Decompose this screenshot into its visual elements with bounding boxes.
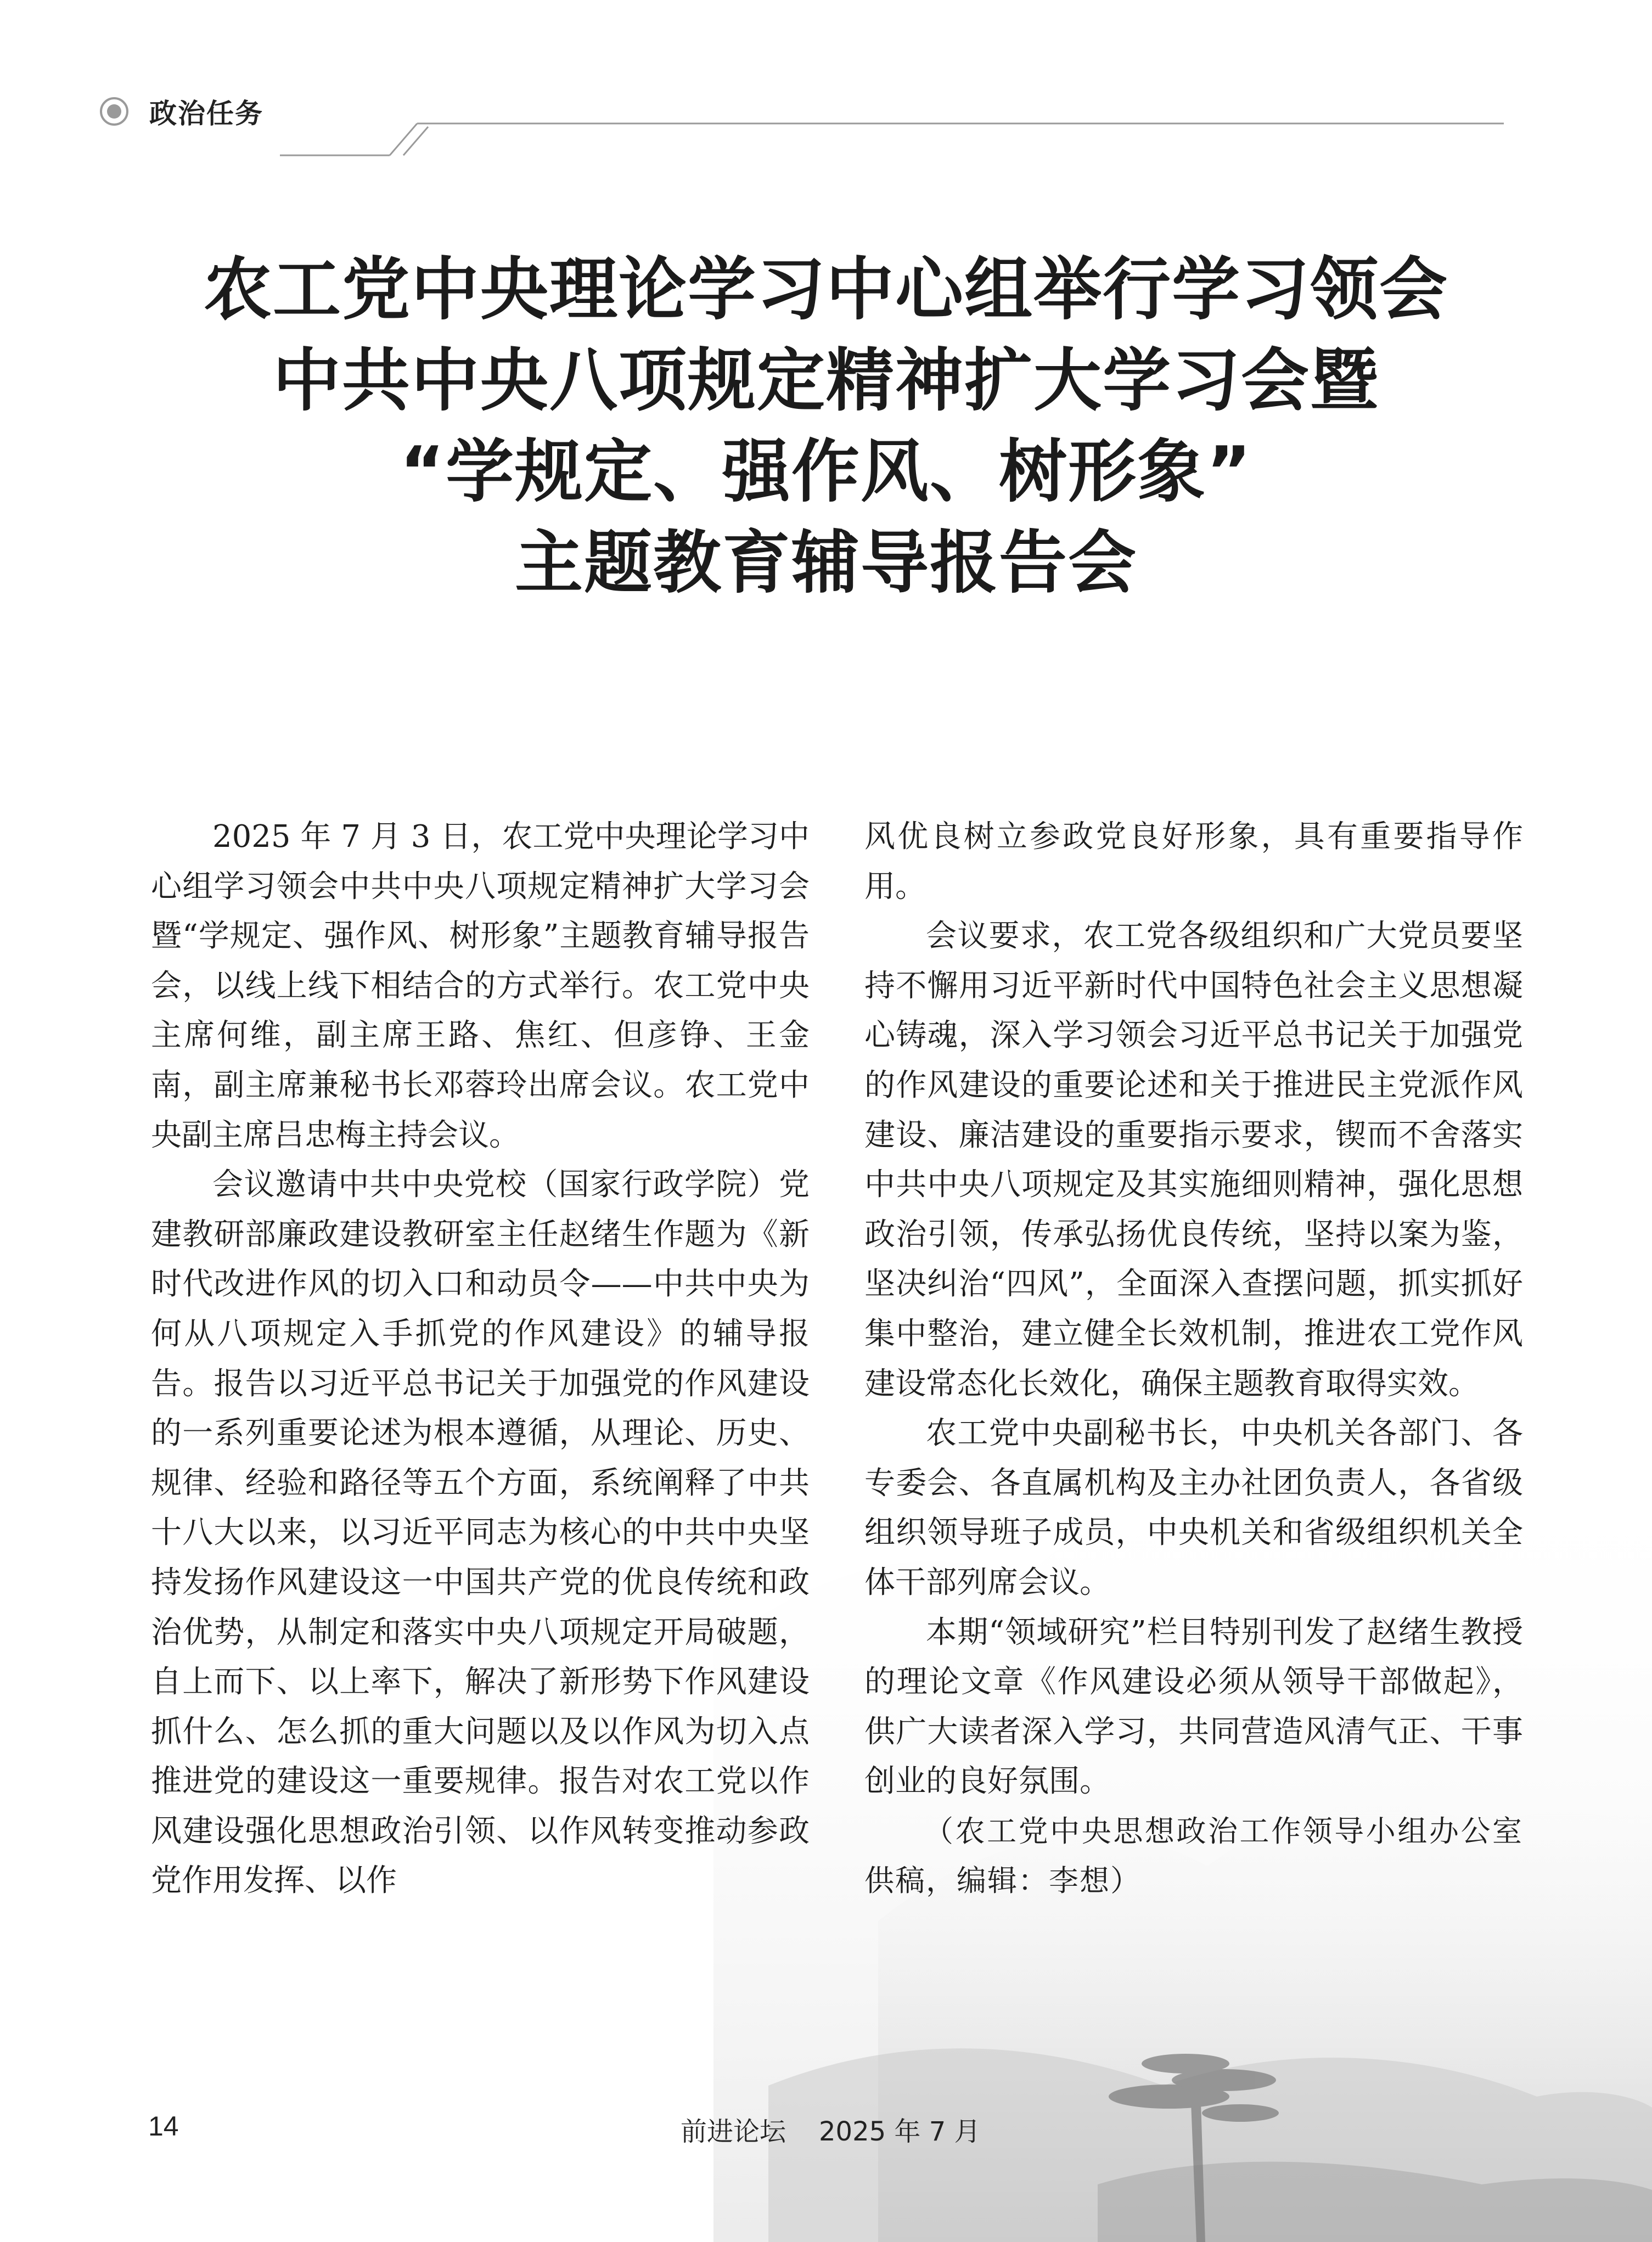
page-number: 14	[148, 2111, 179, 2142]
body-paragraph: 农工党中央副秘书长，中央机关各部门、各专委会、各直属机构及主办社团负责人，各省级组织领导班子成员，中央机关和省级组织机关全体干部列席会议。	[864, 1415, 1523, 1600]
section-label: 政治任务	[149, 97, 263, 130]
title-line: 农工党中央理论学习中心组举行学习领会	[203, 250, 1448, 329]
footer-publication	[681, 2110, 981, 2148]
title-line: “学规定、强作风、树形象”	[400, 432, 1252, 512]
title-line: 主题教育辅导报告会	[514, 524, 1137, 603]
target-circle-icon	[99, 96, 130, 127]
source-note: （农工党中央思想政治工作领导小组办公室供稿，编辑：李想）	[864, 1813, 1523, 1898]
publication-name: 前进论坛	[681, 2116, 786, 2147]
running-header	[99, 91, 1504, 134]
body-paragraph-continuation: 风优良树立参政党良好形象，具有重要指导作用。	[864, 819, 1523, 904]
body-column-right	[864, 812, 1523, 1906]
article-title	[99, 244, 1553, 609]
title-line: 中共中央八项规定精神扩大学习会暨	[272, 341, 1379, 420]
body-paragraph: 2025 年 7 月 3 日，农工党中央理论学习中心组学习领会中共中央八项规定精神扩大学习会暨“学规定、强作风、树形象”主题教育辅导报告会，以线上线下相结合的方式举行。农工党中央主席何维，副主席王路、焦红、但彦铮、王金南，副主席兼秘书长邓蓉玲出席会议。农工党中央副主席吕忠梅主持会议。	[151, 819, 810, 1153]
body-column-left	[151, 812, 810, 1906]
body-paragraph: 本期“领域研究”栏目特别刊发了赵绪生教授的理论文章《作风建设必须从领导干部做起》，供广大读者深入学习，共同营造风清气正、干事创业的良好氛围。	[864, 1614, 1523, 1800]
body-paragraph: 会议邀请中共中央党校（国家行政学院）党建教研部廉政建设教研室主任赵绪生作题为《新时代改进作风的切入口和动员令——中共中央为何从八项规定入手抓党的作风建设》的辅导报告。报告以习近平总书记关于加强党的作风建设的一系列重要论述为根本遵循，从理论、历史、规律、经验和路径等五个方面，系统阐释了中共十八大以来，以习近平同志为核心的中共中央坚持发扬作风建设这一中国共产党的优良传统和政治优势，从制定和落实中央八项规定开局破题，自上而下、以上率下，解决了新形势下作风建设抓什么、怎么抓的重大问题以及以作风为切入点推进党的建设这一重要规律。报告对农工党以作风建设强化思想政治引领、以作风转变推动参政党作用发挥、以作	[151, 1167, 810, 1899]
body-paragraph: 会议要求，农工党各级组织和广大党员要坚持不懈用习近平新时代中国特色社会主义思想凝心铸魂，深入学习领会习近平总书记关于加强党的作风建设的重要论述和关于推进民主党派作风建设、廉洁建设的重要指示要求，锲而不舍落实中共中央八项规定及其实施细则精神，强化思想政治引领，传承弘扬优良传统，坚持以案为鉴，坚决纠治“四风”，全面深入查摆问题，抓实抓好集中整治，建立健全长效机制，推进农工党作风建设常态化长效化，确保主题教育取得实效。	[864, 918, 1523, 1402]
issue-date: 2025 年 7 月	[819, 2116, 981, 2147]
header-rule	[280, 118, 1504, 156]
